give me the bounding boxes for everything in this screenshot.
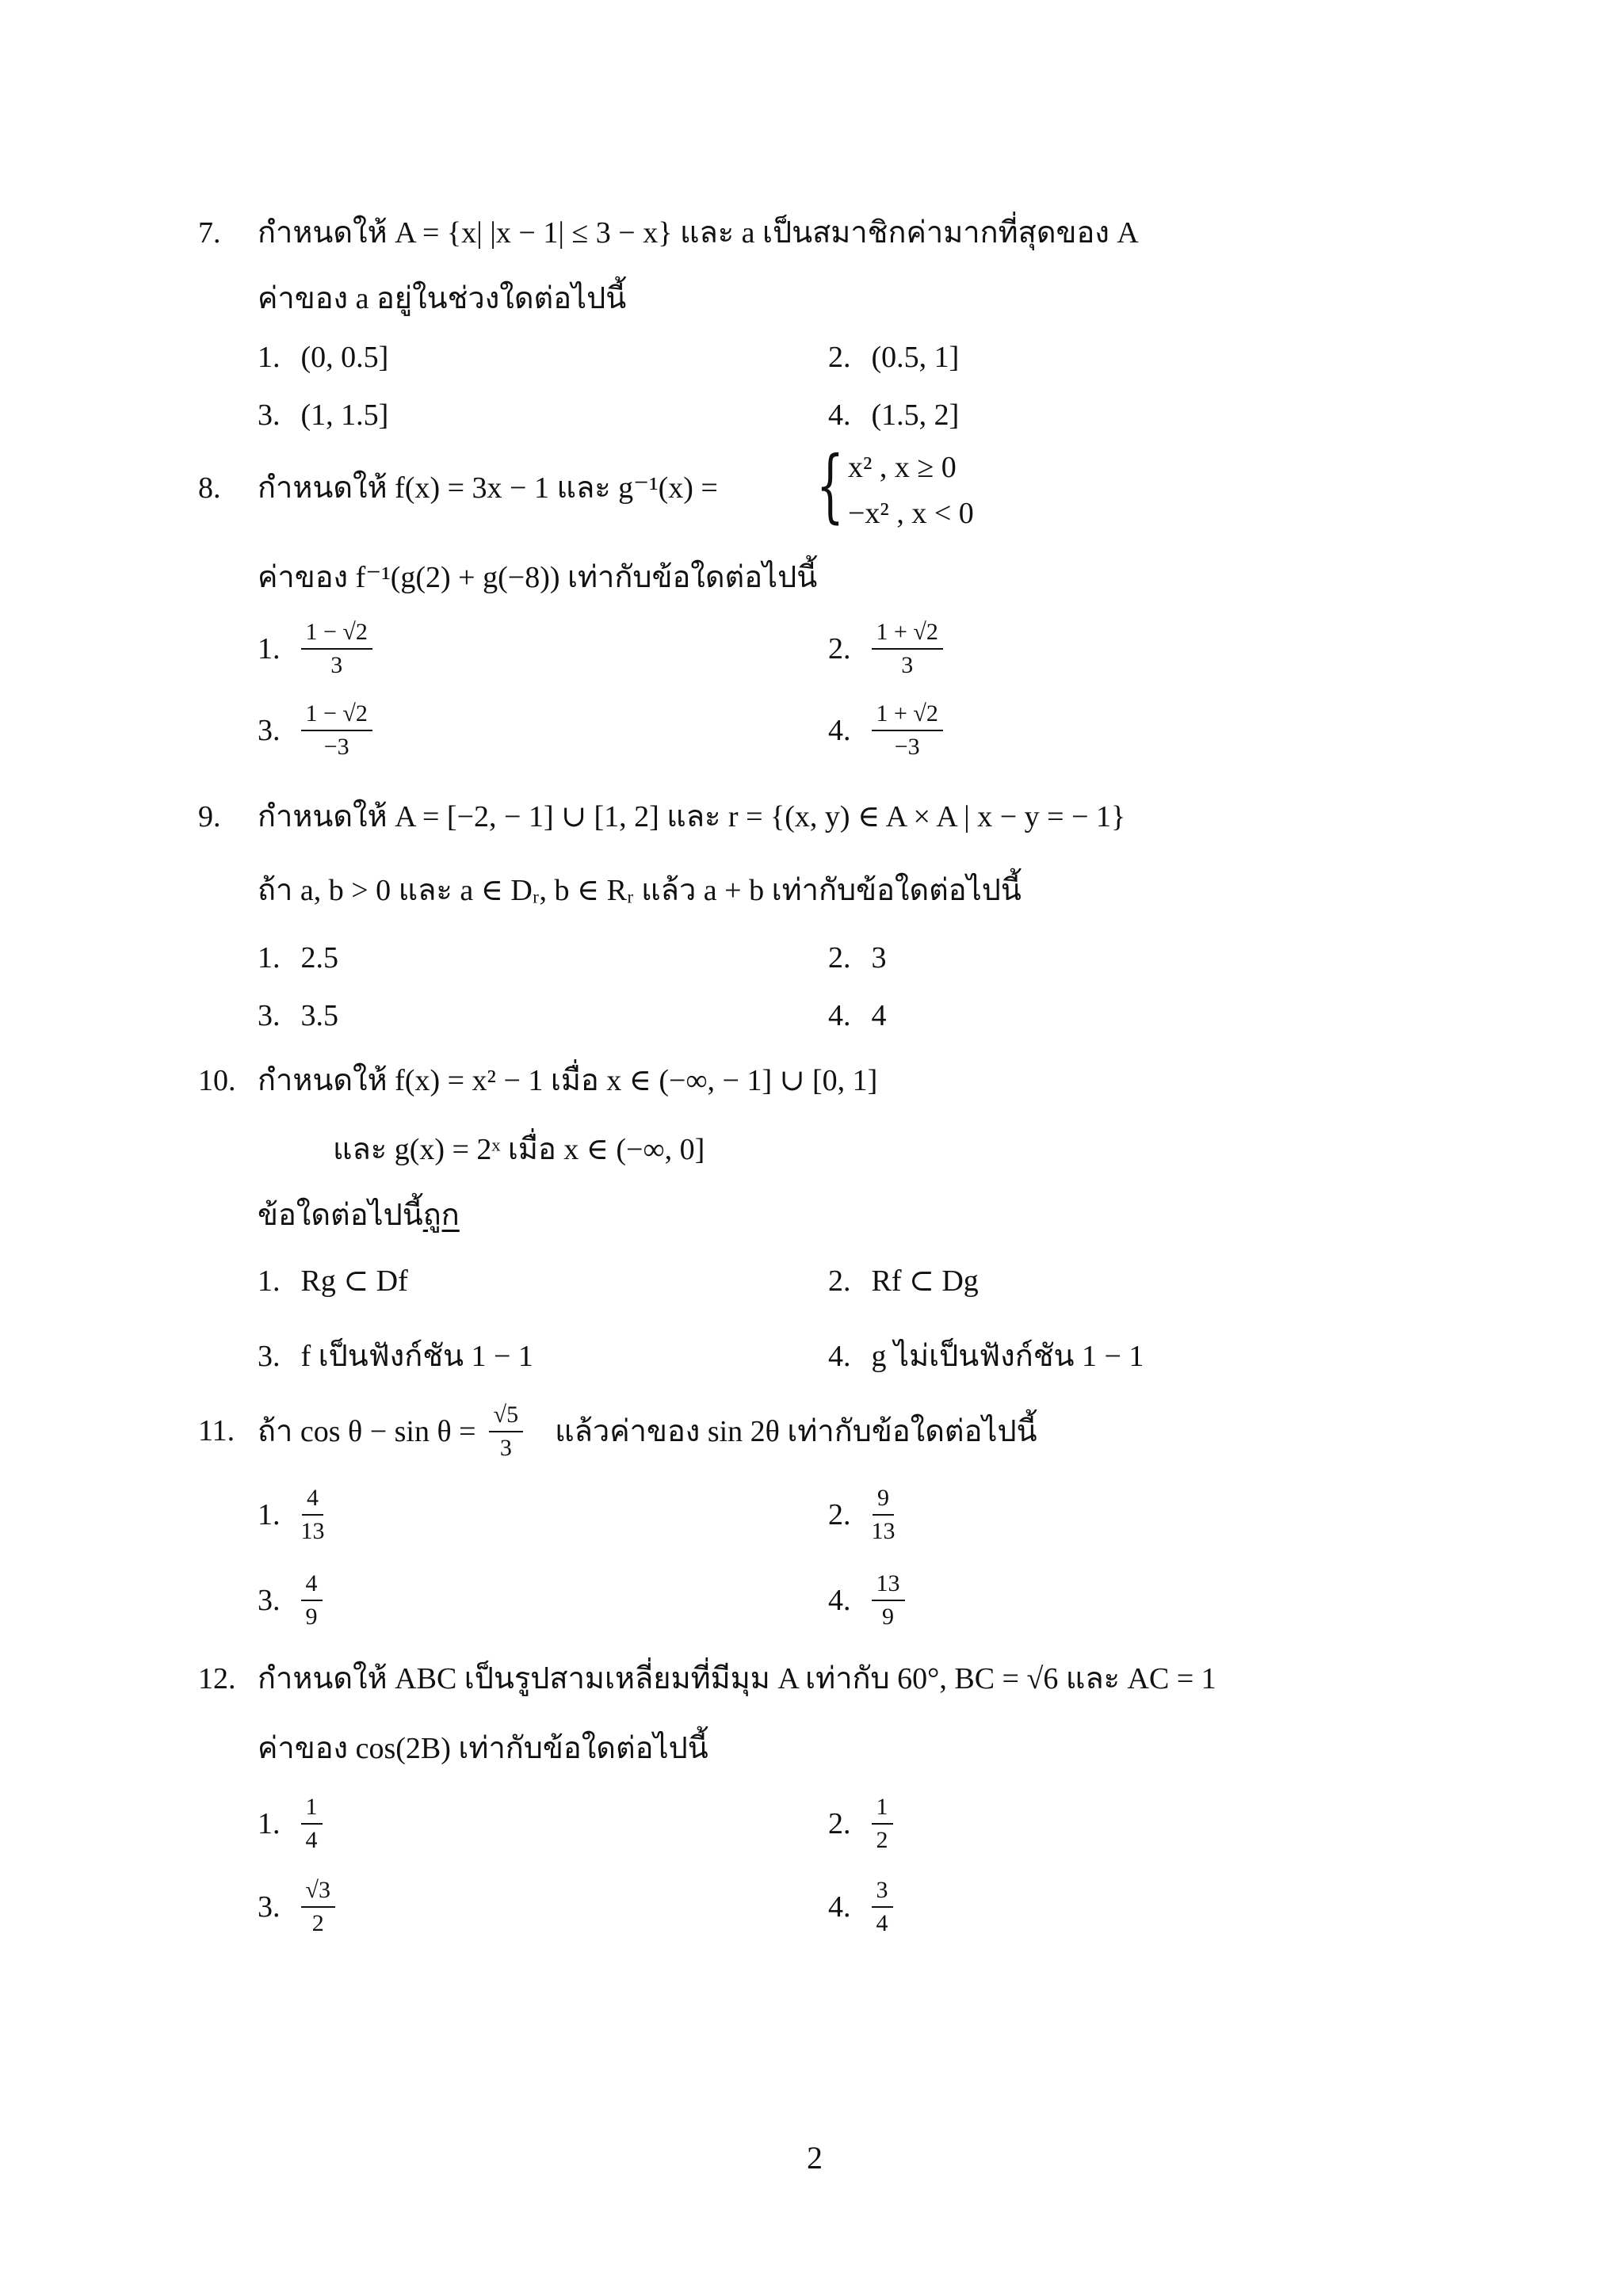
choice-text: (0.5, 1] bbox=[871, 341, 960, 374]
denominator: 2 bbox=[876, 1826, 888, 1853]
question-7-choice-4[interactable] bbox=[828, 400, 959, 430]
question-11-choice-2[interactable] bbox=[828, 1486, 896, 1543]
question-10-stem-line2 bbox=[258, 1200, 460, 1230]
choice-label: 4. bbox=[828, 1340, 851, 1373]
question-9-number: 9. bbox=[198, 800, 221, 833]
fraction bbox=[489, 1402, 523, 1460]
choice-text: 4 bbox=[871, 999, 887, 1032]
choice-label: 4. bbox=[828, 1890, 851, 1924]
fraction bbox=[301, 1794, 323, 1852]
fraction bbox=[872, 701, 943, 759]
question-7-choice-1[interactable] bbox=[258, 342, 388, 372]
denominator: 2 bbox=[311, 1909, 324, 1936]
choice-label: 1. bbox=[258, 341, 281, 374]
choice-label: 3. bbox=[258, 713, 281, 747]
denominator: −3 bbox=[323, 733, 349, 760]
fraction bbox=[301, 1878, 335, 1936]
numerator: 1 − √2 bbox=[301, 620, 372, 650]
choice-text: Rf ⊂ Dg bbox=[871, 1264, 979, 1298]
choice-label: 2. bbox=[828, 631, 851, 666]
choice-label: 3. bbox=[258, 999, 281, 1032]
fraction bbox=[301, 620, 372, 677]
fraction bbox=[872, 1486, 896, 1543]
page-number: 2 bbox=[807, 2140, 823, 2176]
choice-label: 1. bbox=[258, 1806, 281, 1840]
choice-label: 4. bbox=[828, 713, 851, 747]
choice-text: Rg ⊂ Df bbox=[300, 1264, 408, 1298]
question-12-choice-3[interactable] bbox=[258, 1878, 335, 1936]
question-12-choice-4[interactable] bbox=[828, 1878, 893, 1936]
question-11-stem bbox=[258, 1402, 1037, 1460]
question-12-choice-1[interactable] bbox=[258, 1794, 323, 1852]
numerator: √5 bbox=[489, 1402, 523, 1432]
numerator: 4 bbox=[301, 1571, 323, 1601]
denominator: 13 bbox=[871, 1517, 896, 1544]
fraction bbox=[301, 1571, 323, 1629]
choice-label: 4. bbox=[828, 999, 851, 1032]
choice-text: (1.5, 2] bbox=[871, 399, 960, 432]
question-8-choice-3[interactable] bbox=[258, 701, 372, 759]
question-10-choice-2[interactable] bbox=[828, 1266, 979, 1296]
question-10-number: 10. bbox=[198, 1064, 236, 1097]
fraction bbox=[872, 1878, 893, 1936]
question-10-choice-1[interactable] bbox=[258, 1266, 408, 1296]
choice-text: f เป็นฟังก์ชัน 1 − 1 bbox=[300, 1340, 533, 1373]
question-9-choice-2[interactable] bbox=[828, 943, 887, 973]
denominator: 4 bbox=[876, 1909, 888, 1936]
denominator: 13 bbox=[300, 1517, 325, 1544]
denominator: 3 bbox=[330, 651, 343, 678]
choice-label: 2. bbox=[828, 941, 851, 974]
question-8-choice-2[interactable] bbox=[828, 620, 943, 677]
choice-label: 1. bbox=[258, 1264, 281, 1298]
question-11-choice-1[interactable] bbox=[258, 1486, 325, 1543]
choice-label: 1. bbox=[258, 941, 281, 974]
numerator: 1 − √2 bbox=[301, 701, 372, 731]
denominator: 3 bbox=[901, 651, 914, 678]
question-11-choice-4[interactable] bbox=[828, 1571, 905, 1629]
question-11-stem-right: แล้วค่าของ sin 2θ เท่ากับข้อใดต่อไปนี้ bbox=[555, 1414, 1037, 1448]
numerator: 1 bbox=[301, 1794, 323, 1825]
choice-label: 1. bbox=[258, 631, 281, 666]
question-8-choice-4[interactable] bbox=[828, 701, 943, 759]
numerator: 4 bbox=[302, 1486, 323, 1516]
denominator: 9 bbox=[305, 1603, 318, 1630]
question-7-choice-3[interactable] bbox=[258, 400, 388, 430]
question-10-stem-line1b: และ g(x) = 2ˣ เมื่อ x ∈ (−∞, 0] bbox=[333, 1133, 705, 1166]
numerator: 1 + √2 bbox=[872, 701, 943, 731]
question-12-number: 12. bbox=[198, 1662, 236, 1695]
choice-label: 2. bbox=[828, 1806, 851, 1840]
choice-text: 3 bbox=[871, 941, 887, 974]
question-9-choice-4[interactable] bbox=[828, 1001, 887, 1031]
question-12-stem-line2: ค่าของ cos(2B) เท่ากับข้อใดต่อไปนี้ bbox=[258, 1732, 708, 1765]
choice-text: g ไม่เป็นฟังก์ชัน 1 − 1 bbox=[871, 1340, 1144, 1373]
fraction bbox=[872, 620, 943, 677]
denominator: 3 bbox=[499, 1434, 512, 1461]
choice-text: (1, 1.5] bbox=[300, 399, 389, 432]
question-9-stem-line2: ถ้า a, b > 0 และ a ∈ Dᵣ, b ∈ Rᵣ แล้ว a + b เท่ากับข้อใดต่อไปนี้ bbox=[258, 874, 1022, 907]
fraction bbox=[872, 1571, 905, 1629]
fraction bbox=[301, 701, 372, 759]
question-12-stem: กำหนดให้ ABC เป็นรูปสามเหลี่ยมที่มีมุม A เท่ากับ 60°, BC = √6 และ AC = 1 bbox=[258, 1662, 1216, 1695]
question-9-stem: กำหนดให้ A = [−2, − 1] ∪ [1, 2] และ r = {(x, y) ∈ A × A | x − y = − 1} bbox=[258, 800, 1126, 833]
question-8-choice-1[interactable] bbox=[258, 620, 372, 677]
numerator: 9 bbox=[873, 1486, 894, 1516]
question-7-stem: กำหนดให้ A = {x| |x − 1| ≤ 3 − x} และ a เป็นสมาชิกค่ามากที่สุดของ A bbox=[258, 216, 1139, 250]
choice-label: 1. bbox=[258, 1497, 281, 1531]
question-12-choice-2[interactable] bbox=[828, 1794, 893, 1852]
choice-label: 3. bbox=[258, 399, 281, 432]
numerator: √3 bbox=[301, 1878, 335, 1908]
choice-text: 3.5 bbox=[300, 999, 338, 1032]
left-brace: { bbox=[816, 439, 844, 532]
question-7-choice-2[interactable] bbox=[828, 342, 959, 372]
fraction bbox=[301, 1486, 325, 1543]
piecewise-definition bbox=[816, 440, 1054, 543]
question-9-choice-3[interactable] bbox=[258, 1001, 338, 1031]
denominator: 4 bbox=[305, 1826, 318, 1853]
choice-label: 2. bbox=[828, 1264, 851, 1298]
question-8-stem: กำหนดให้ f(x) = 3x − 1 และ g⁻¹(x) = bbox=[258, 471, 718, 505]
piece-1: x² , x ≥ 0 bbox=[848, 451, 957, 484]
question-10-prompt: ข้อใดต่อไปนี้ bbox=[258, 1199, 423, 1232]
question-10-choice-4[interactable] bbox=[828, 1341, 1144, 1371]
question-7-stem-line2: ค่าของ a อยู่ในช่วงใดต่อไปนี้ bbox=[258, 282, 627, 315]
choice-label: 3. bbox=[258, 1890, 281, 1924]
question-9-choice-1[interactable] bbox=[258, 943, 338, 973]
numerator: 1 + √2 bbox=[872, 620, 943, 650]
choice-text: (0, 0.5] bbox=[300, 341, 389, 374]
question-10-choice-3[interactable] bbox=[258, 1341, 533, 1371]
choice-label: 2. bbox=[828, 1497, 851, 1531]
numerator: 1 bbox=[872, 1794, 893, 1825]
choice-label: 2. bbox=[828, 341, 851, 374]
choice-text: 2.5 bbox=[300, 941, 338, 974]
numerator: 13 bbox=[872, 1571, 905, 1601]
choice-label: 3. bbox=[258, 1583, 281, 1617]
question-11-number: 11. bbox=[198, 1414, 235, 1447]
question-8-number: 8. bbox=[198, 471, 221, 505]
choice-label: 4. bbox=[828, 399, 851, 432]
question-11-choice-3[interactable] bbox=[258, 1571, 323, 1629]
choice-label: 4. bbox=[828, 1583, 851, 1617]
choice-label: 3. bbox=[258, 1340, 281, 1373]
denominator: 9 bbox=[882, 1603, 894, 1630]
fraction bbox=[872, 1794, 893, 1852]
underlined-word: ถูก bbox=[422, 1199, 460, 1232]
question-11-stem-left: ถ้า cos θ − sin θ = bbox=[258, 1414, 476, 1448]
numerator: 3 bbox=[872, 1878, 893, 1908]
piece-2: −x² , x < 0 bbox=[848, 497, 974, 530]
question-8-stem-line2: ค่าของ f⁻¹(g(2) + g(−8)) เท่ากับข้อใดต่อไปนี้ bbox=[258, 561, 818, 594]
question-7-number: 7. bbox=[198, 216, 221, 250]
denominator: −3 bbox=[894, 733, 920, 760]
question-10-stem: กำหนดให้ f(x) = x² − 1 เมื่อ x ∈ (−∞, − 1] ∪ [0, 1] bbox=[258, 1064, 878, 1097]
